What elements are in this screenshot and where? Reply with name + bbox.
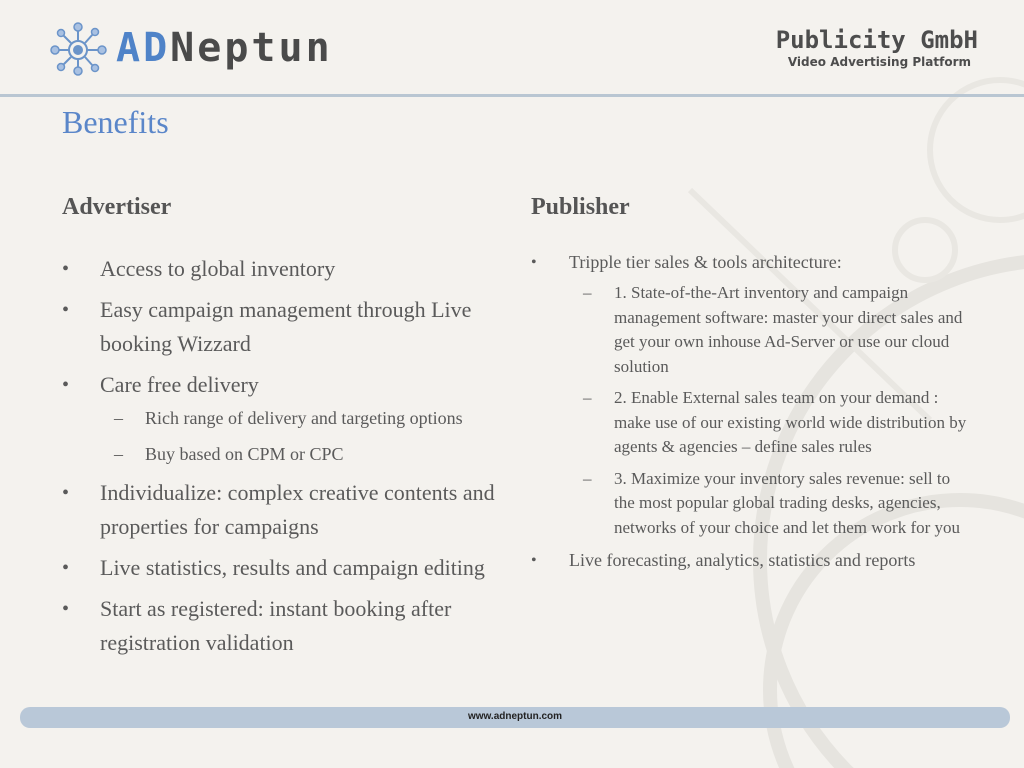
adneptun-logo xyxy=(50,20,333,76)
dash-icon: – xyxy=(114,408,123,428)
list-item xyxy=(62,592,502,660)
logo-neptun-text: Neptun xyxy=(170,25,333,71)
molecule-network-icon xyxy=(50,20,110,76)
sub-list-item-text: 2. Enable External sales team on your demand : make use of our existing world wide distribution by agents & agencies – define sales rules xyxy=(614,388,967,456)
sub-list xyxy=(100,404,502,469)
bullet-icon: • xyxy=(62,258,70,280)
list-item xyxy=(531,548,971,573)
list-item-text: Live forecasting, analytics, statistics and reports xyxy=(569,550,916,570)
footer-url[interactable]: www.adneptun.com xyxy=(467,711,563,722)
logo-ad-text: AD xyxy=(116,25,171,71)
list-item-text: Tripple tier sales & tools architecture: xyxy=(569,252,842,272)
sub-list-item xyxy=(569,281,971,379)
list-item xyxy=(62,368,502,469)
list-item-text: Care free delivery xyxy=(100,372,259,397)
list-item-text: Start as registered: instant booking after registration validation xyxy=(100,596,452,655)
bullet-icon: • xyxy=(62,299,70,321)
page-title: Benefits xyxy=(62,104,169,140)
list-item xyxy=(62,476,502,544)
logo-wordmark xyxy=(116,25,333,71)
dash-icon: – xyxy=(583,388,592,407)
publisher-heading: Publisher xyxy=(531,194,630,220)
list-item-text: Individualize: complex creative contents and properties for campaigns xyxy=(100,480,495,539)
bullet-icon: • xyxy=(62,374,70,396)
advertiser-benefits-list xyxy=(62,252,502,667)
list-item xyxy=(531,250,971,540)
publicity-logo xyxy=(776,28,978,69)
sub-list-item-text: 1. State-of-the-Art inventory and campaign management software: master your direct sales and get your own inhouse Ad-Server or use our cloud solution xyxy=(614,283,963,376)
company-name: Publicity GmbH xyxy=(775,26,978,54)
dash-icon: – xyxy=(583,283,592,302)
bullet-icon: • xyxy=(531,552,537,569)
list-item-text: Access to global inventory xyxy=(100,256,336,281)
header-divider xyxy=(0,94,1024,97)
bullet-icon: • xyxy=(62,482,70,504)
list-item-text: Easy campaign management through Live booking Wizzard xyxy=(100,297,472,356)
sub-list-item-text: Rich range of delivery and targeting options xyxy=(145,408,463,428)
list-item-text: Live statistics, results and campaign editing xyxy=(100,555,485,580)
bullet-icon: • xyxy=(62,557,70,579)
list-item xyxy=(62,551,502,585)
bullet-icon: • xyxy=(531,254,537,271)
list-item xyxy=(62,293,502,361)
sub-list-item xyxy=(100,440,502,469)
advertiser-heading: Advertiser xyxy=(62,194,172,220)
company-tagline: Video Advertising Platform xyxy=(787,55,971,69)
dash-icon: – xyxy=(583,468,592,488)
publisher-benefits-list xyxy=(531,250,971,581)
sub-list-item xyxy=(569,467,971,541)
sub-list-item-text: Buy based on CPM or CPC xyxy=(145,444,344,464)
sub-list-item xyxy=(569,386,971,460)
sub-list xyxy=(569,281,971,540)
sub-list-item-text: 3. Maximize your inventory sales revenue: sell to the most popular global trading desks, agencies, networks of your choice and let them work for you xyxy=(614,468,961,537)
sub-list-item xyxy=(100,404,502,433)
dash-icon: – xyxy=(114,444,123,464)
list-item xyxy=(62,252,502,286)
bullet-icon: • xyxy=(62,598,70,620)
